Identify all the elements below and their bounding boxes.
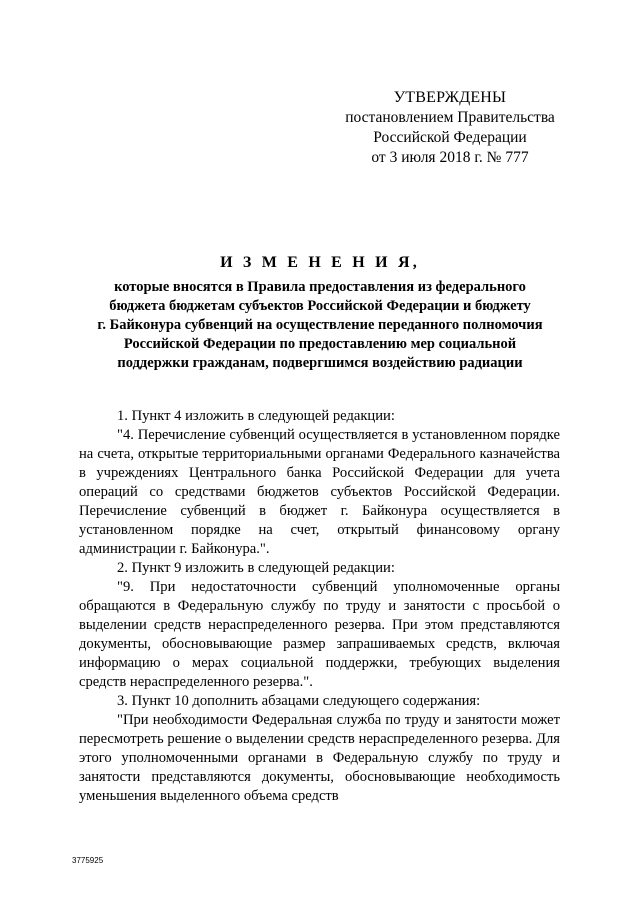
paragraph-quote-10: "При необходимости Федеральная служба по труду и занятости может пересмотреть решение о выделении средств нераспределенного резерва. Для этого уполномоченными органами в Федеральную службу по труду и занятости представляются документы, обосновывающие необходимость уменьшения выделенного объема средств — [79, 712, 560, 804]
paragraph-item-3: 3. Пункт 10 дополнить абзацами следующего содержания: — [117, 693, 481, 709]
document-subtitle — [60, 278, 580, 373]
approval-line-2: Российской Федерации — [373, 129, 527, 146]
paragraph-quote-9: "9. При недостаточности субвенций уполномоченные органы обращаются в Федеральную службу по труду и занятости с просьбой о выделении средств нераспределенного резерва. При этом представляются документы, обосновывающие размер запрашиваемых средств, включая информацию о мерах социальной поддержки, требующих выделения средств нераспределенного резерва.". — [79, 579, 560, 690]
document-title: И З М Е Н Е Н И Я, — [220, 254, 420, 271]
paragraph-item-2: 2. Пункт 9 изложить в следующей редакции: — [117, 560, 395, 576]
subtitle-line-3: г. Байконура субвенций на осуществление переданного полномочия — [97, 317, 543, 333]
approval-line-1: постановлением Правительства — [345, 109, 555, 126]
paragraph-quote-4: "4. Перечисление субвенций осуществляется в установленном порядке на счета, открытые территориальными органами Федерального казначейства в учреждениях Центрального банка Российской Федерации для учета операций со средствами бюджетов субъектов Российской Федерации. Перечисление субвенций в бюджет г. Байконура осуществляется в установленном порядке на счет, открытый финансовому органу администрации г. Байконура.". — [79, 427, 560, 557]
subtitle-line-4: Российской Федерации по предоставлению мер социальной — [123, 336, 517, 352]
document-body — [79, 407, 560, 806]
paragraph-item-1: 1. Пункт 4 изложить в следующей редакции: — [117, 408, 395, 424]
footer-code: 3775925 — [72, 856, 104, 865]
subtitle-line-5: поддержки гражданам, подвергшимся воздействию радиации — [117, 355, 523, 371]
subtitle-line-2: бюджета бюджетам субъектов Российской Федерации и бюджету — [109, 298, 531, 314]
approval-block — [330, 88, 570, 168]
approval-line-3: от 3 июля 2018 г. № 777 — [371, 149, 529, 166]
approval-heading: УТВЕРЖДЕНЫ — [393, 89, 507, 106]
subtitle-line-1: которые вносятся в Правила предоставления из федерального — [114, 279, 526, 295]
